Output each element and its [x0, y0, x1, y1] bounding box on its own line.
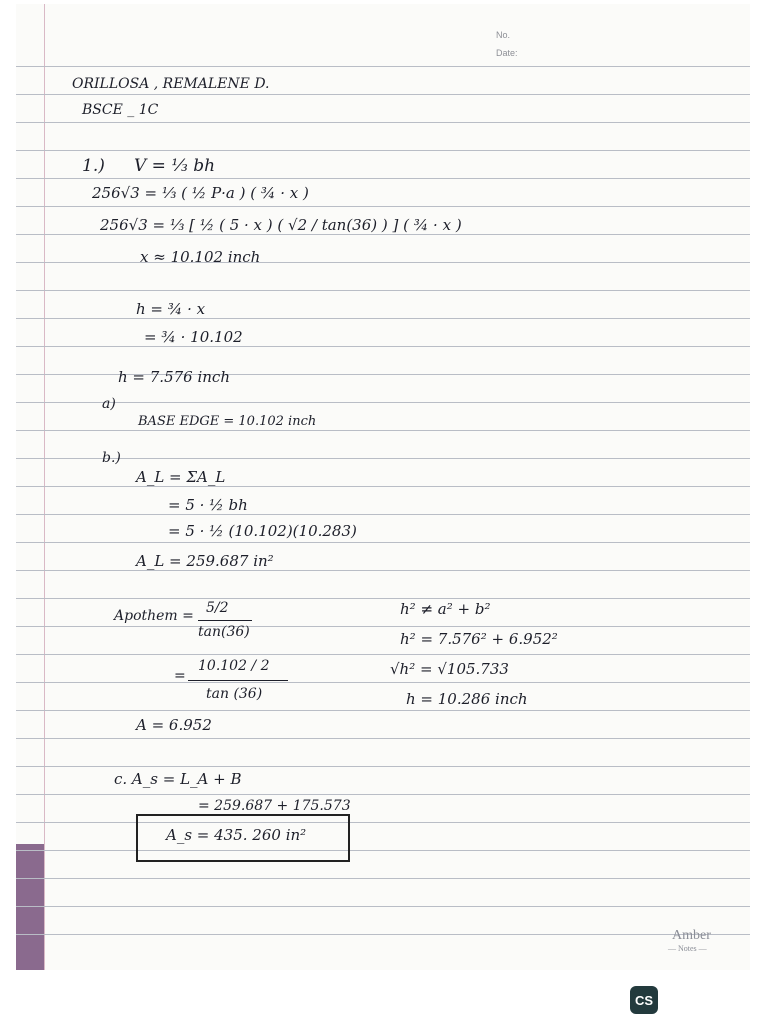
- ruled-line: [16, 234, 750, 235]
- x-result: x ≈ 10.102 inch: [140, 248, 261, 266]
- lateral-area-1: A_L = ΣA_L: [136, 468, 226, 486]
- fraction-bar-2: [188, 680, 288, 681]
- ruled-line: [16, 402, 750, 403]
- ruled-line: [16, 430, 750, 431]
- ruled-line: [16, 66, 750, 67]
- apothem-denominator: tan(36): [198, 624, 250, 640]
- volume-formula: V = ⅓ bh: [134, 156, 216, 176]
- ruled-line: [16, 486, 750, 487]
- pythagorean-4: h = 10.286 inch: [406, 690, 528, 708]
- h-substitution: = ¾ · 10.102: [144, 328, 243, 346]
- apothem-equals: =: [174, 668, 186, 684]
- base-edge: BASE EDGE = 10.102 inch: [138, 414, 317, 429]
- ruled-line: [16, 542, 750, 543]
- ruled-line: [16, 822, 750, 823]
- ruled-line: [16, 122, 750, 123]
- apothem-denominator-2: tan (36): [206, 686, 263, 702]
- date-label: Date:: [496, 48, 518, 58]
- ruled-line: [16, 318, 750, 319]
- ruled-line: [16, 738, 750, 739]
- brand-logo: Amber: [672, 928, 711, 943]
- fraction-bar: [198, 620, 252, 621]
- background-strip: [16, 844, 44, 970]
- ruled-line: [16, 206, 750, 207]
- surface-area-result: A_s = 435. 260 in²: [166, 826, 307, 844]
- camscanner-badge: CS: [630, 986, 658, 1014]
- apothem-numerator-2: 10.102 / 2: [198, 658, 270, 674]
- ruled-line: [16, 766, 750, 767]
- ruled-line: [16, 934, 750, 935]
- apothem-result: A = 6.952: [136, 716, 212, 734]
- surface-area-sub: = 259.687 + 175.573: [198, 798, 351, 814]
- h-formula: h = ¾ · x: [136, 300, 206, 318]
- pythagorean-3: √h² = √105.733: [390, 660, 509, 678]
- ruled-line: [16, 654, 750, 655]
- question-number: 1.): [82, 156, 105, 176]
- pythagorean-1: h² ≠ a² + b²: [400, 600, 491, 618]
- ruled-line: [16, 626, 750, 627]
- student-name: ORILLOSA , REMALENE D.: [72, 76, 270, 92]
- equation-step-1: 256√3 = ⅓ ( ½ P·a ) ( ¾ · x ): [92, 184, 309, 202]
- lateral-area-result: A_L = 259.687 in²: [136, 552, 274, 570]
- part-b-label: b.): [102, 450, 121, 466]
- ruled-line: [16, 598, 750, 599]
- ruled-line: [16, 262, 750, 263]
- ruled-line: [16, 94, 750, 95]
- ruled-line: [16, 150, 750, 151]
- no-label: No.: [496, 30, 511, 40]
- ruled-line: [16, 346, 750, 347]
- apothem-label: Apothem =: [114, 608, 194, 624]
- ruled-line: [16, 682, 750, 683]
- pythagorean-2: h² = 7.576² + 6.952²: [400, 630, 558, 648]
- ruled-line: [16, 794, 750, 795]
- ruled-line: [16, 850, 750, 851]
- h-result: h = 7.576 inch: [118, 368, 230, 386]
- student-section: BSCE _ 1C: [82, 102, 159, 118]
- margin-line: [44, 4, 45, 970]
- lateral-area-2: = 5 · ½ bh: [168, 496, 248, 514]
- ruled-line: [16, 878, 750, 879]
- ruled-line: [16, 570, 750, 571]
- ruled-line: [16, 514, 750, 515]
- apothem-numerator: 5/2: [206, 600, 229, 616]
- ruled-line: [16, 710, 750, 711]
- ruled-line: [16, 290, 750, 291]
- equation-step-2: 256√3 = ⅓ [ ½ ( 5 · x ) ( √2 / tan(36) ) ] ( ¾ · x ): [100, 216, 462, 234]
- lateral-area-3: = 5 · ½ (10.102)(10.283): [168, 522, 357, 540]
- surface-area-formula: c. A_s = L_A + B: [114, 770, 242, 788]
- ruled-line: [16, 178, 750, 179]
- notebook-page: [16, 4, 750, 970]
- part-a-label: a): [102, 396, 116, 412]
- ruled-line: [16, 458, 750, 459]
- brand-sub: — Notes —: [668, 944, 707, 953]
- ruled-line: [16, 906, 750, 907]
